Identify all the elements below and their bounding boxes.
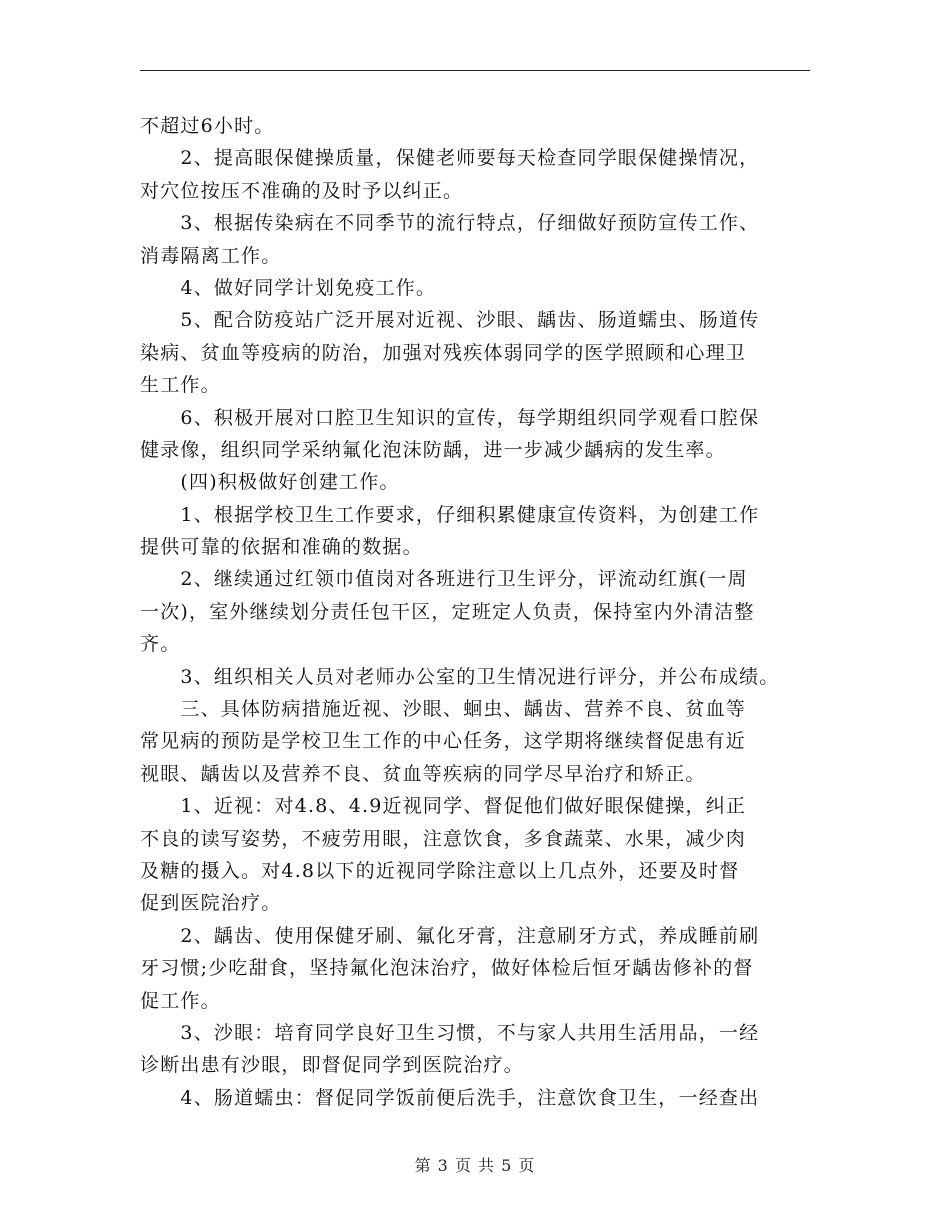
text-line: 3、根据传染病在不同季节的流行特点，仔细做好预防宣传工作、 <box>140 212 760 235</box>
section-heading: 三、具体防病措施近视、沙眼、蛔虫、龋齿、营养不良、贫血等 <box>140 698 747 721</box>
text-line: 6、积极开展对口腔卫生知识的宣传，每学期组织同学观看口腔保 <box>140 406 760 429</box>
text-line: 牙习惯;少吃甜食，坚持氟化泡沫治疗，做好体检后恒牙龋齿修补的督 <box>140 957 754 980</box>
text-line: 消毒隔离工作。 <box>140 244 282 267</box>
text-line: 齐。 <box>140 633 181 656</box>
text-line: 3、沙眼：培育同学良好卫生习惯，不与家人共用生活用品，一经 <box>140 1021 760 1044</box>
page-number-footer: 第 3 页 共 5 页 <box>414 1156 536 1175</box>
text-line: 及糖的摄入。对4.8以下的近视同学除注意以上几点外，还要及时督 <box>140 859 740 882</box>
text-line: 促工作。 <box>140 989 221 1012</box>
text-line: 1、近视：对4.8、4.9近视同学、督促他们做好眼保健操，纠正 <box>140 795 747 818</box>
text-line: 不超过6小时。 <box>140 115 275 137</box>
text-line: 提供可靠的依据和准确的数据。 <box>140 536 423 559</box>
text-line: 常见病的预防是学校卫生工作的中心任务，这学期将继续督促患有近 <box>140 730 747 753</box>
text-line: 健录像，组织同学采纳氟化泡沫防龋，进一步减少龋病的发生率。 <box>140 438 726 461</box>
text-line: 诊断出患有沙眼，即督促同学到医院治疗。 <box>140 1054 524 1077</box>
text-line: 1、根据学校卫生工作要求，仔细积累健康宣传资料，为创建工作 <box>140 503 760 526</box>
body-text <box>140 110 830 1114</box>
text-line: 一次)，室外继续划分责任包干区，定班定人负责，保持室内外清洁整 <box>140 600 755 623</box>
text-line: 染病、贫血等疫病的防治，加强对残疾体弱同学的医学照顾和心理卫 <box>140 341 747 364</box>
text-line: 2、继续通过红领巾值岗对各班进行卫生评分，评流动红旗(一周 <box>140 568 748 591</box>
header-rule <box>140 70 810 71</box>
text-line: 4、做好同学计划免疫工作。 <box>140 276 437 299</box>
text-line: 促到医院治疗。 <box>140 892 282 915</box>
text-line: 2、提高眼保健操质量，保健老师要每天检查同学眼保健操情况， <box>140 147 760 170</box>
text-line: 对穴位按压不准确的及时予以纠正。 <box>140 179 464 202</box>
text-line: 5、配合防疫站广泛开展对近视、沙眼、龋齿、肠道蠕虫、肠道传 <box>140 309 760 332</box>
text-line: 不良的读写姿势，不疲劳用眼，注意饮食，多食蔬菜、水果，减少肉 <box>140 827 747 850</box>
text-line: 2、龋齿、使用保健牙刷、氟化牙膏，注意刷牙方式，养成睡前刷 <box>140 924 760 947</box>
text-line: 视眼、龋齿以及营养不良、贫血等疾病的同学尽早治疗和矫正。 <box>140 762 706 785</box>
text-line: 3、组织相关人员对老师办公室的卫生情况进行评分，并公布成绩。 <box>140 665 780 688</box>
section-heading: (四)积极做好创建工作。 <box>140 471 400 494</box>
text-line: 4、肠道蠕虫：督促同学饭前便后洗手，注意饮食卫生，一经查出 <box>140 1086 760 1109</box>
text-line: 生工作。 <box>140 374 221 397</box>
